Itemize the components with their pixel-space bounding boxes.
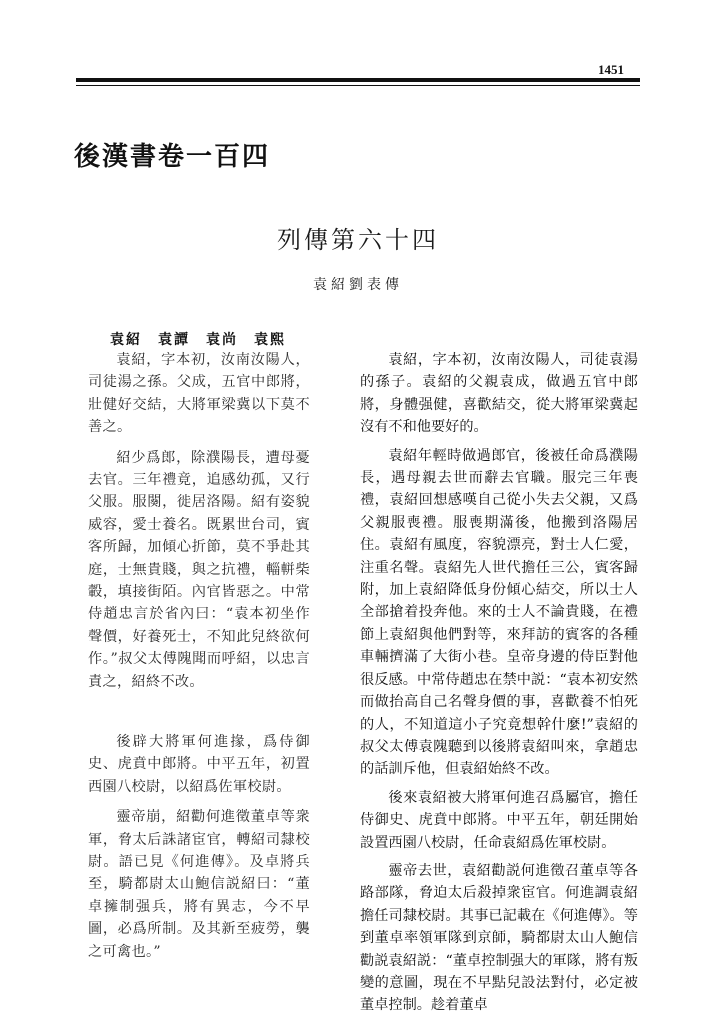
classical-text-block-1: [88, 349, 310, 693]
people-header: 袁紹 袁譚 袁尚 袁熙: [110, 332, 286, 348]
book-title: 後漢書卷一百四: [74, 142, 271, 172]
translation-paragraph: 袁紹年輕時做過郎官，後被任命爲濮陽長，遇母親去世而辭去官職。服完三年喪禮，袁紹回想感嘆自己從小失去父親，又爲父親服喪禮。服喪期滿後，他搬到洛陽居住。袁紹有風度，容貌漂亮，對士人仁愛，注重名聲。袁紹先人世代擔任三公，賓客歸附，加上袁紹降低身份傾心結交，所以士人全部搶着投奔他。來的士人不論貴賤，在禮節上袁紹與他們對等，來拜訪的賓客的各種車輛擠滿了大街小巷。皇帝身邊的侍臣對他很反感。中常侍趙忠在禁中説：“袁本初安然而做抬高自己名聲身價的事，喜歡養不怕死的人，不知道這小子究竟想幹什麼!”袁紹的叔父太傅袁隗聽到以後將袁紹叫來，拿趙忠的話訓斥他，但袁紹始終不改。: [360, 447, 638, 778]
translation-column: [360, 349, 638, 1017]
header-rule-thin: [76, 85, 640, 86]
classical-paragraph: 紹少爲郎，除濮陽長，遭母憂去官。三年禮竟，追感幼孤，又行父服。服闋，徙居洛陽。紹有姿貌威容，愛士養名。既累世台司，賓客所歸，加傾心折節，莫不爭赴其庭，士無貴賤，與之抗禮，輜軿柴轂，填接街陌。內官皆惡之。中常侍趙忠言於省內曰：“袁本初坐作聲價，好養死士，不知此兒終欲何作。”叔父太傅隗聞而呼紹，以忠言責之，紹終不改。: [88, 449, 310, 690]
translation-paragraph: 靈帝去世，袁紹勸説何進徵召董卓等各路部隊，脅迫太后殺掉衆宦官。何進調袁紹擔任司隸校尉。其事已記載在《何進傳》。等到董卓率領軍隊到京師，騎都尉太山人鮑信勸説袁紹説：“董卓控制强大的軍隊，將有叛變的意圖，現在不早點兒設法對付，必定被董卓控制。趁着董卓: [360, 862, 638, 1014]
translation-paragraph: 袁紹，字本初，汝南汝陽人，司徒袁湯的孫子。袁紹的父親袁成，做過五官中郎將，身體强健，喜歡結交，從大將軍梁冀起沒有不和他要好的。: [360, 352, 638, 436]
page-number: 1451: [598, 62, 624, 77]
section-title: 袁紹劉表傳: [313, 277, 403, 293]
classical-paragraph: 後辟大將軍何進掾，爲侍御史、虎賁中郎將。中平五年，初置西園八校尉，以紹爲佐軍校尉。: [88, 734, 310, 795]
classical-text-block-2: [88, 731, 310, 963]
classical-paragraph: 靈帝崩，紹勸何進徵董卓等衆軍，脅太后誅諸宦官，轉紹司隸校尉。語已見《何進傳》。及卓將兵至，騎都尉太山鮑信説紹曰：“董卓擁制强兵，將有異志，今不早圖，必爲所制。及其新至疲勞，襲之可禽也。”: [88, 809, 310, 960]
header-rule-thick: [76, 78, 640, 82]
chapter-title: 列傳第六十四: [277, 226, 439, 254]
translation-paragraph: 後來袁紹被大將軍何進召爲屬官，擔任侍御史、虎賁中郎將。中平五年，朝廷開始設置西園八校尉，任命袁紹爲佐軍校尉。: [360, 789, 638, 851]
classical-paragraph: 袁紹，字本初，汝南汝陽人，司徒湯之孫。父成，五官中郎將，壯健好交結，大將軍梁冀以下莫不善之。: [88, 352, 310, 436]
